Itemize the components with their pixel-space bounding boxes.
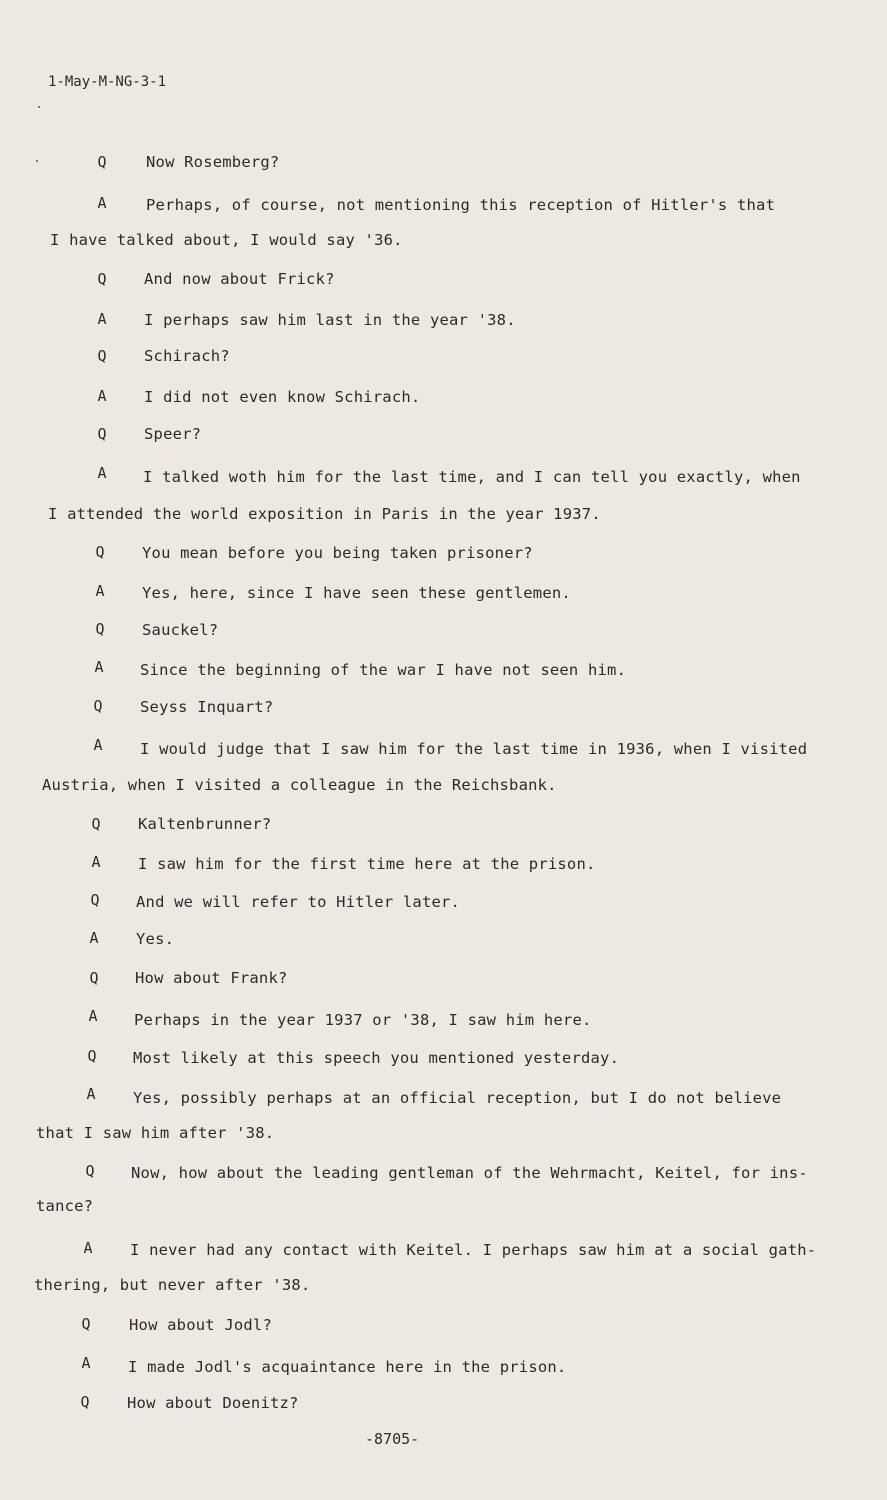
speaker-label: Q [93, 697, 103, 715]
transcript-line: Now, how about the leading gentleman of the Wehrmacht, Keitel, for ins- [131, 1164, 808, 1182]
transcript-line: Yes, here, since I have seen these gentlemen. [142, 584, 571, 602]
transcript-line: I perhaps saw him last in the year '38. [144, 311, 516, 329]
transcript-line: I talked woth him for the last time, and I can tell you exactly, when [143, 468, 801, 486]
transcript-line: Speer? [144, 425, 202, 443]
transcript-line: Now Rosemberg? [146, 153, 280, 171]
transcript-line: Schirach? [144, 347, 230, 365]
transcript-line: How about Doenitz? [127, 1394, 299, 1412]
ink-speck [36, 160, 38, 162]
speaker-label: Q [85, 1162, 95, 1180]
transcript-line: How about Frank? [135, 969, 288, 987]
transcript-line: Seyss Inquart? [140, 698, 274, 716]
transcript-line: that I saw him after '38. [36, 1124, 275, 1142]
speaker-label: Q [97, 347, 107, 365]
speaker-label: Q [80, 1393, 90, 1411]
transcript-line: Kaltenbrunner? [138, 815, 272, 833]
speaker-label: A [88, 1007, 98, 1025]
speaker-label: Q [90, 891, 100, 909]
transcript-line: And now about Frick? [144, 270, 335, 288]
speaker-label: A [93, 736, 103, 754]
transcript-line: I attended the world exposition in Paris in the year 1937. [48, 505, 601, 523]
transcript-line: I would judge that I saw him for the last time in 1936, when I visited [140, 740, 808, 758]
speaker-label: A [95, 582, 105, 600]
speaker-label: A [97, 310, 107, 328]
transcript-line: I saw him for the first time here at the prison. [138, 855, 596, 873]
speaker-label: A [86, 1085, 96, 1103]
speaker-label: Q [89, 969, 99, 987]
transcript-line: I never had any contact with Keitel. I perhaps saw him at a social gath- [130, 1241, 817, 1259]
speaker-label: Q [97, 270, 107, 288]
transcript-line: You mean before you being taken prisoner? [142, 544, 533, 562]
speaker-label: A [97, 387, 107, 405]
speaker-label: Q [81, 1315, 91, 1333]
page-number: -8705- [365, 1430, 420, 1448]
transcript-line: Sauckel? [142, 621, 219, 639]
transcript-line: I made Jodl's acquaintance here in the prison. [128, 1358, 567, 1376]
transcript-line: How about Jodl? [129, 1316, 272, 1334]
transcript-line: Perhaps in the year 1937 or '38, I saw him here. [134, 1011, 592, 1029]
speaker-label: A [83, 1239, 93, 1257]
speaker-label: A [81, 1354, 91, 1372]
speaker-label: A [97, 464, 107, 482]
speaker-label: A [94, 658, 104, 676]
transcript-line: Since the beginning of the war I have not seen him. [140, 661, 627, 679]
speaker-label: A [97, 194, 107, 212]
transcript-line: tance? [36, 1197, 94, 1215]
speaker-label: Q [97, 425, 107, 443]
transcript-line: Yes. [136, 930, 175, 948]
speaker-label: A [91, 853, 101, 871]
document-reference: 1-May-M-NG-3-1 [48, 74, 167, 90]
speaker-label: Q [95, 620, 105, 638]
transcript-line: thering, but never after '38. [34, 1276, 311, 1294]
speaker-label: A [89, 929, 99, 947]
transcript-line: Austria, when I visited a colleague in the Reichsbank. [42, 776, 557, 794]
speaker-label: Q [91, 815, 101, 833]
transcript-line: I have talked about, I would say '36. [50, 231, 403, 249]
speaker-label: Q [95, 543, 105, 561]
transcript-line: Most likely at this speech you mentioned yesterday. [133, 1049, 620, 1067]
speaker-label: Q [87, 1047, 97, 1065]
ink-speck [38, 106, 40, 108]
speaker-label: Q [97, 153, 107, 171]
transcript-line: Perhaps, of course, not mentioning this reception of Hitler's that [146, 196, 776, 214]
transcript-line: Yes, possibly perhaps at an official reception, but I do not believe [133, 1089, 782, 1107]
transcript-line: I did not even know Schirach. [144, 388, 421, 406]
transcript-line: And we will refer to Hitler later. [136, 893, 461, 911]
